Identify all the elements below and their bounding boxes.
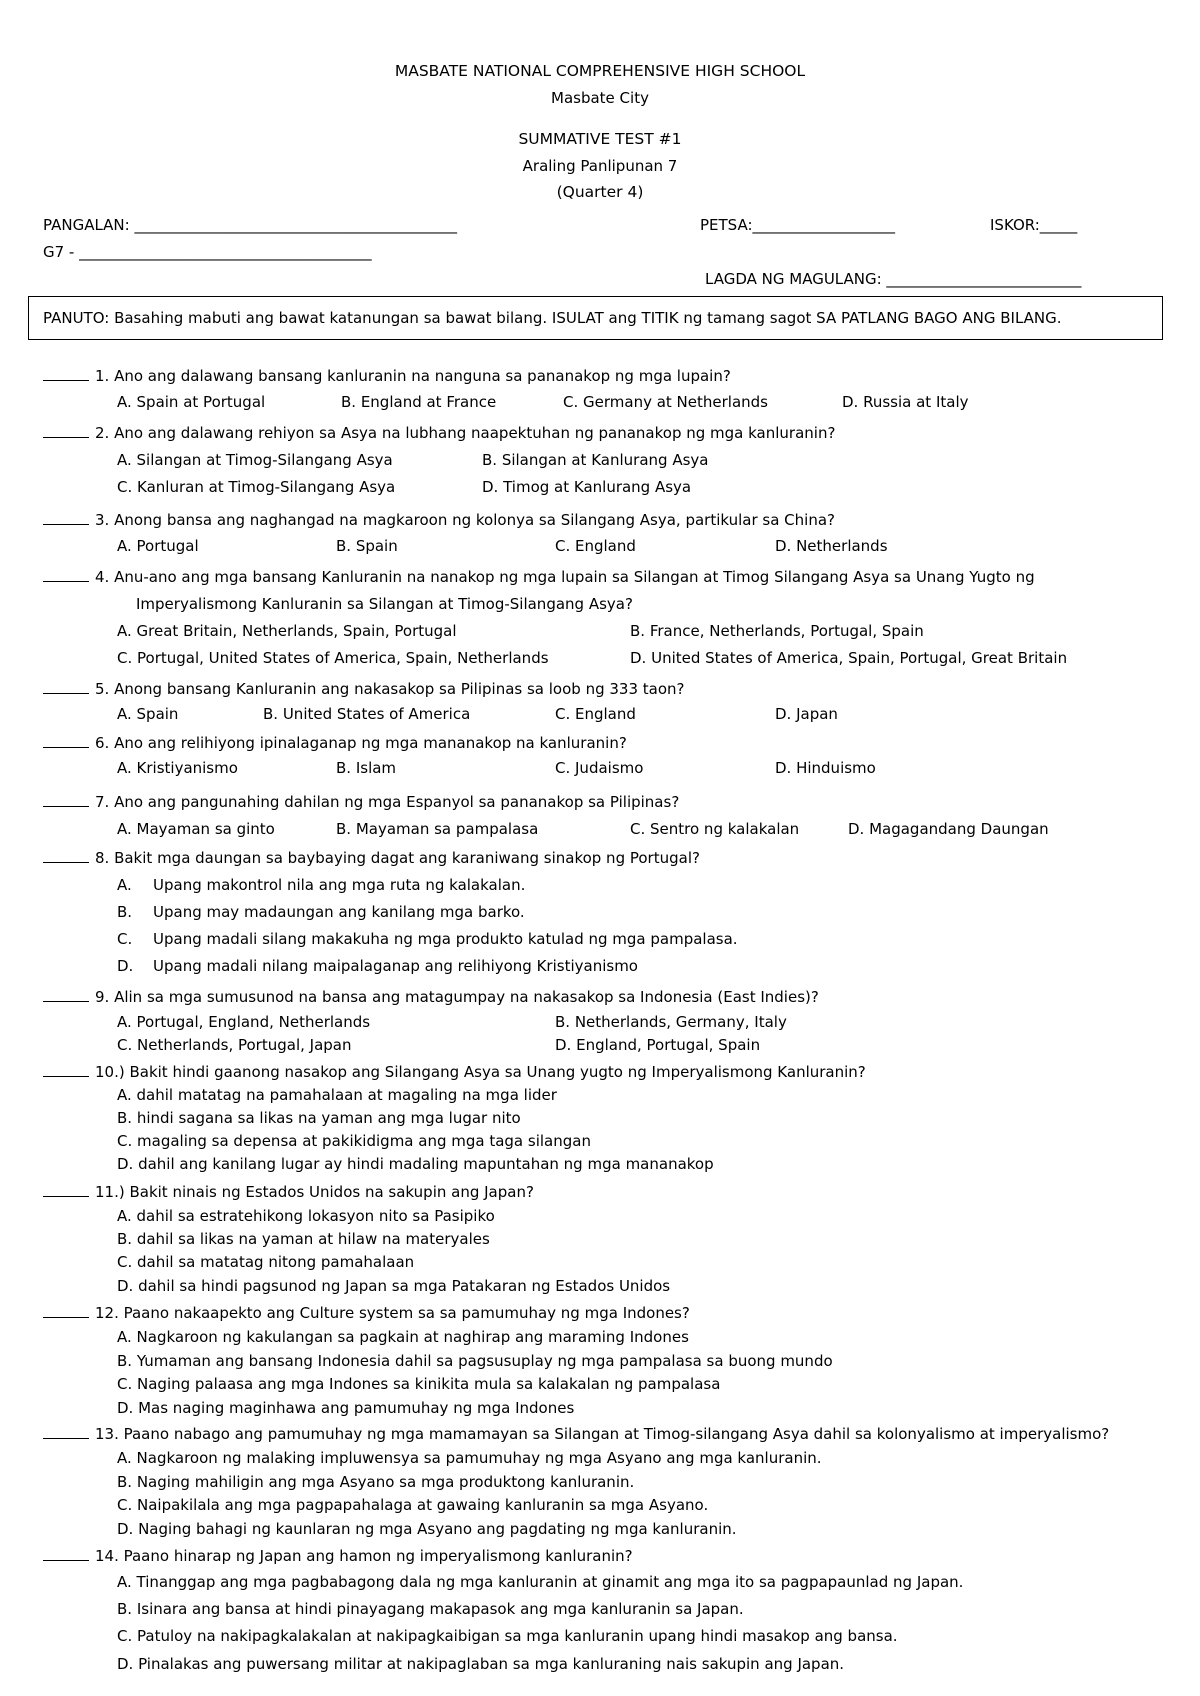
answer-blank[interactable] <box>43 368 89 381</box>
directions-text: PANUTO: Basahing mabuti ang bawat katanungan sa bawat bilang. ISULAT ang TITIK ng tamang sagot SA PATLANG BAGO ANG BILANG. <box>43 309 1062 327</box>
option: Upang madali silang makakuha ng mga produkto katulad ng mga pampalasa. <box>153 930 738 948</box>
school-city: Masbate City <box>551 89 649 107</box>
option: D. Netherlands <box>775 537 888 555</box>
option: C. Patuloy na nakipagkalakalan at nakipagkaibigan sa mga kanluranin upang hindi masakop ang bansa. <box>117 1627 898 1645</box>
option: C. England <box>555 537 636 555</box>
answer-blank[interactable] <box>43 1426 89 1439</box>
option: D. Pinalakas ang puwersang militar at nakipaglaban sa mga kanluraning nais sakupin ang Japan. <box>117 1655 845 1673</box>
question-5: 5. Anong bansang Kanluranin ang nakasakop sa Pilipinas sa loob ng 333 taon? <box>43 680 685 698</box>
option: D. Hinduismo <box>775 759 876 777</box>
school-name: MASBATE NATIONAL COMPREHENSIVE HIGH SCHOOL <box>394 62 806 80</box>
option: A. Kristiyanismo <box>117 759 238 777</box>
option: B. Naging mahiligin ang mga Asyano sa mga produktong kanluranin. <box>117 1473 635 1491</box>
option: B. Netherlands, Germany, Italy <box>555 1013 787 1031</box>
question-4-continued: Imperyalismong Kanluranin sa Silangan at Timog-Silangang Asya? <box>136 595 633 613</box>
answer-blank[interactable] <box>43 1305 89 1318</box>
score-field[interactable]: ISKOR:_____ <box>990 216 1078 234</box>
parent-signature-field[interactable]: LAGDA NG MAGULANG: __________________________ <box>705 270 1082 288</box>
question-1: 1. Ano ang dalawang bansang kanluranin na nanguna sa pananakop ng mga lupain? <box>43 367 731 385</box>
date-field[interactable]: PETSA:___________________ <box>700 216 896 234</box>
question-7: 7. Ano ang pangunahing dahilan ng mga Espanyol sa pananakop sa Pilipinas? <box>43 793 679 811</box>
option: B. Silangan at Kanlurang Asya <box>482 451 709 469</box>
answer-blank[interactable] <box>43 681 89 694</box>
question-6: 6. Ano ang relihiyong ipinalaganap ng mga mananakop na kanluranin? <box>43 734 627 752</box>
option: A. Tinanggap ang mga pagbabagong dala ng mga kanluranin at ginamit ang mga ito sa pagpapaunlad ng Japan. <box>117 1573 964 1591</box>
option-letter: A. <box>117 876 132 894</box>
answer-blank[interactable] <box>43 512 89 525</box>
option: A. Spain <box>117 705 179 723</box>
option: C. Netherlands, Portugal, Japan <box>117 1036 352 1054</box>
option: D. England, Portugal, Spain <box>555 1036 761 1054</box>
option: A. Portugal <box>117 537 199 555</box>
answer-blank[interactable] <box>43 569 89 582</box>
answer-blank[interactable] <box>43 735 89 748</box>
answer-blank[interactable] <box>43 794 89 807</box>
option: B. dahil sa likas na yaman at hilaw na materyales <box>117 1230 490 1248</box>
option: D. Russia at Italy <box>842 393 969 411</box>
option: A. dahil matatag na pamahalaan at magaling na mga lider <box>117 1086 557 1104</box>
answer-blank[interactable] <box>43 850 89 863</box>
option: A. Nagkaroon ng malaking impluwensya sa pamumuhay ng mga Asyano ang mga kanluranin. <box>117 1449 822 1467</box>
option-letter: C. <box>117 930 133 948</box>
option: C. Germany at Netherlands <box>563 393 768 411</box>
name-field[interactable]: PANGALAN: ___________________________________________ <box>43 216 457 234</box>
option: B. hindi sagana sa likas na yaman ang mga lugar nito <box>117 1109 521 1127</box>
question-8: 8. Bakit mga daungan sa baybaying dagat ang karaniwang sinakop ng Portugal? <box>43 849 700 867</box>
option: C. Sentro ng kalakalan <box>630 820 800 838</box>
option: C. Kanluran at Timog-Silangang Asya <box>117 478 396 496</box>
option: B. Yumaman ang bansang Indonesia dahil sa pagsusuplay ng mga pampalasa sa buong mundo <box>117 1352 833 1370</box>
quarter-label: (Quarter 4) <box>556 183 644 201</box>
option: B. Mayaman sa pampalasa <box>336 820 539 838</box>
answer-blank[interactable] <box>43 1548 89 1561</box>
question-2: 2. Ano ang dalawang rehiyon sa Asya na lubhang naapektuhan ng pananakop ng mga kanluranin? <box>43 424 835 442</box>
section-field[interactable]: G7 - _______________________________________ <box>43 243 372 261</box>
question-14: 14. Paano hinarap ng Japan ang hamon ng imperyalismong kanluranin? <box>43 1547 633 1565</box>
option: C. Portugal, United States of America, Spain, Netherlands <box>117 649 549 667</box>
option: B. Spain <box>336 537 398 555</box>
option: Upang makontrol nila ang mga ruta ng kalakalan. <box>153 876 526 894</box>
subject-name: Araling Panlipunan 7 <box>522 157 678 175</box>
option: C. England <box>555 705 636 723</box>
question-11: 11.) Bakit ninais ng Estados Unidos na sakupin ang Japan? <box>43 1183 534 1201</box>
option: A. Mayaman sa ginto <box>117 820 275 838</box>
option: A. Great Britain, Netherlands, Spain, Portugal <box>117 622 457 640</box>
option: B. Islam <box>336 759 397 777</box>
option: C. magaling sa depensa at pakikidigma ang mga taga silangan <box>117 1132 591 1150</box>
option: D. Magagandang Daungan <box>848 820 1049 838</box>
option: D. Naging bahagi ng kaunlaran ng mga Asyano ang pagdating ng mga kanluranin. <box>117 1520 737 1538</box>
answer-blank[interactable] <box>43 989 89 1002</box>
option: C. dahil sa matatag nitong pamahalaan <box>117 1253 415 1271</box>
test-title: SUMMATIVE TEST #1 <box>518 130 682 148</box>
question-12: 12. Paano nakaapekto ang Culture system sa sa pamumuhay ng mga Indones? <box>43 1304 690 1322</box>
option: C. Naipakilala ang mga pagpapahalaga at gawaing kanluranin sa mga Asyano. <box>117 1496 709 1514</box>
option: C. Naging palaasa ang mga Indones sa kinikita mula sa kalakalan ng pampalasa <box>117 1375 721 1393</box>
answer-blank[interactable] <box>43 1184 89 1197</box>
option: D. dahil sa hindi pagsunod ng Japan sa mga Patakaran ng Estados Unidos <box>117 1277 671 1295</box>
option: D. Mas naging maginhawa ang pamumuhay ng mga Indones <box>117 1399 575 1417</box>
option: D. United States of America, Spain, Portugal, Great Britain <box>630 649 1068 667</box>
question-9: 9. Alin sa mga sumusunod na bansa ang matagumpay na nakasakop sa Indonesia (East Indies)? <box>43 988 819 1006</box>
option: D. Timog at Kanlurang Asya <box>482 478 692 496</box>
option-letter: D. <box>117 957 134 975</box>
question-13: 13. Paano nabago ang pamumuhay ng mga mamamayan sa Silangan at Timog-silangang Asya dahil sa kolonyalismo at imperyalismo? <box>43 1425 1109 1443</box>
answer-blank[interactable] <box>43 1064 89 1077</box>
option: A. Spain at Portugal <box>117 393 266 411</box>
question-4: 4. Anu-ano ang mga bansang Kanluranin na nanakop ng mga lupain sa Silangan at Timog Silangang Asya sa Unang Yugto ng <box>43 568 1035 586</box>
question-3: 3. Anong bansa ang naghangad na magkaroon ng kolonya sa Silangang Asya, partikular sa China? <box>43 511 835 529</box>
question-10: 10.) Bakit hindi gaanong nasakop ang Silangang Asya sa Unang yugto ng Imperyalismong Kanluranin? <box>43 1063 866 1081</box>
directions-box <box>28 296 1163 340</box>
option: A. Nagkaroon ng kakulangan sa pagkain at naghirap ang maraming Indones <box>117 1328 689 1346</box>
option: C. Judaismo <box>555 759 644 777</box>
option: D. dahil ang kanilang lugar ay hindi madaling mapuntahan ng mga mananakop <box>117 1155 714 1173</box>
answer-blank[interactable] <box>43 425 89 438</box>
option: B. France, Netherlands, Portugal, Spain <box>630 622 924 640</box>
option-letter: B. <box>117 903 133 921</box>
option: Upang may madaungan ang kanilang mga barko. <box>153 903 525 921</box>
option: A. Silangan at Timog-Silangang Asya <box>117 451 393 469</box>
option: B. England at France <box>341 393 497 411</box>
option: A. Portugal, England, Netherlands <box>117 1013 371 1031</box>
option: B. Isinara ang bansa at hindi pinayagang makapasok ang mga kanluranin sa Japan. <box>117 1600 744 1618</box>
option: Upang madali nilang maipalaganap ang relihiyong Kristiyanismo <box>153 957 638 975</box>
option: B. United States of America <box>263 705 471 723</box>
option: A. dahil sa estratehikong lokasyon nito sa Pasipiko <box>117 1207 495 1225</box>
option: D. Japan <box>775 705 838 723</box>
